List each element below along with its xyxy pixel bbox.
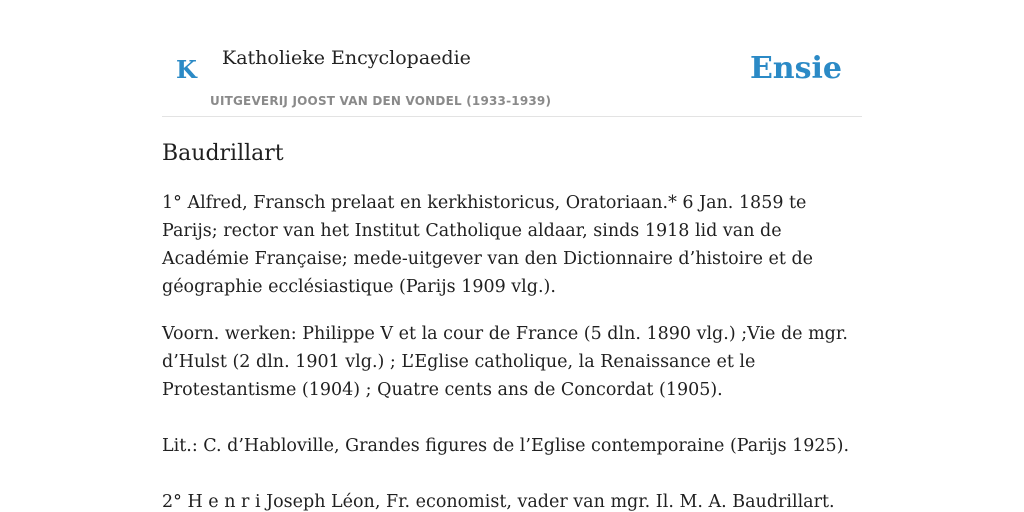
article-title: Baudrillart: [162, 141, 284, 166]
article-content: [162, 138, 862, 512]
logo-k-icon[interactable]: K: [176, 55, 197, 84]
publisher-label: UITGEVERIJ JOOST VAN DEN VONDEL (1933-1939): [210, 94, 552, 108]
article-paragraph: 2° H e n r i Joseph Léon, Fr. economist, vader van mgr. Il. M. A. Baudrillart.: [162, 492, 835, 512]
article-paragraph: 1° Alfred, Fransch prelaat en kerkhistoricus, Oratoriaan.* 6 Jan. 1859 te Parijs; rector van het Institut Catholique aldaar, sinds 1918 lid van de Académie Française; mede-uitgever van den Dictionnaire d’histoire et de géographie ecclésiastique (Parijs 1909 vlg.).: [162, 193, 814, 297]
site-title-link[interactable]: Katholieke Encyclopaedie: [222, 47, 471, 69]
article-paragraph: Lit.: C. d’Habloville, Grandes figures de l’Eglise contemporaine (Parijs 1925).: [162, 436, 850, 456]
site-header: [162, 0, 862, 117]
article-paragraph: Voorn. werken: Philippe V et la cour de France (5 dln. 1890 vlg.) ;Vie de mgr. d’Hulst (2 dln. 1901 vlg.) ; L’Eglise catholique, la Renaissance et le Protestantisme (1904) ; Quatre cents ans de Concordat (1905).: [162, 324, 848, 400]
ensie-brand-logo[interactable]: Ensie: [749, 51, 842, 86]
